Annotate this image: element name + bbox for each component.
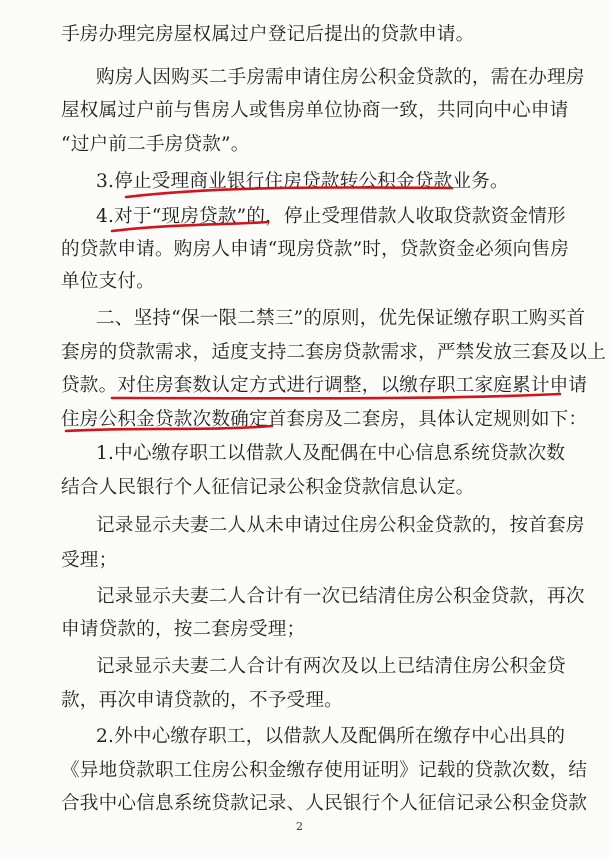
text-line: 屋权属过户前与售房人或售房单位协商一致，共同向中心申请 — [61, 100, 569, 121]
text-line: 二、坚持“保一限二禁三”的原则，优先保证缴存职工购买首 — [96, 308, 586, 329]
text-line: 单位支付。 — [61, 271, 155, 292]
text-line: 《异地贷款职工住房公积金缴存使用证明》记载的贷款次数，结 — [61, 760, 588, 781]
text-line: 申请贷款的，按二套房受理； — [61, 619, 306, 640]
text-line: 3.停止受理商业银行住房贷款转公积金贷款业务。 — [96, 171, 509, 192]
text-line: 住房公积金贷款次数确定首套房及二套房，具体认定规则如下： — [61, 409, 588, 430]
text-line: 手房办理完房屋权属过户登记后提出的贷款申请。 — [61, 24, 475, 45]
text-line: 购房人因购买二手房需申请住房公积金贷款的，需在办理房 — [96, 67, 585, 88]
text-line: 记录显示夫妻二人从未申请过住房公积金贷款的，按首套房 — [96, 515, 585, 536]
text-line: 1.中心缴存职工以借款人及配偶在中心信息系统贷款次数 — [96, 443, 566, 464]
text-line: 套房的贷款需求，适度支持二套房贷款需求，严禁发放三套及以上 — [61, 342, 607, 363]
text-line: 贷款。对住房套数认定方式进行调整，以缴存职工家庭累计申请 — [61, 375, 588, 396]
text-line: 合我中心信息系统贷款记录、人民银行个人征信记录公积金贷款 — [61, 793, 588, 814]
text-line: 受理； — [61, 550, 118, 571]
text-line: 记录显示夫妻二人合计有两次及以上已结清住房公积金贷 — [96, 656, 566, 677]
text-line: 4.对于“现房贷款”的，停止受理借款人收取贷款资金情形 — [96, 206, 566, 227]
text-line: “过户前二手房贷款”。 — [61, 134, 250, 155]
text-line: 2.外中心缴存职工，以借款人及配偶所在缴存中心出具的 — [96, 726, 566, 747]
text-line: 的贷款申请。购房人申请“现房贷款”时，贷款资金必须向售房 — [61, 239, 570, 260]
text-line: 结合人民银行个人征信记录公积金贷款信息认定。 — [61, 477, 475, 498]
text-line: 记录显示夫妻二人合计有一次已结清住房公积金贷款，再次 — [96, 586, 585, 607]
text-line: 款，再次申请贷款的，不予受理。 — [61, 690, 343, 711]
page-number: 2 — [296, 820, 303, 833]
